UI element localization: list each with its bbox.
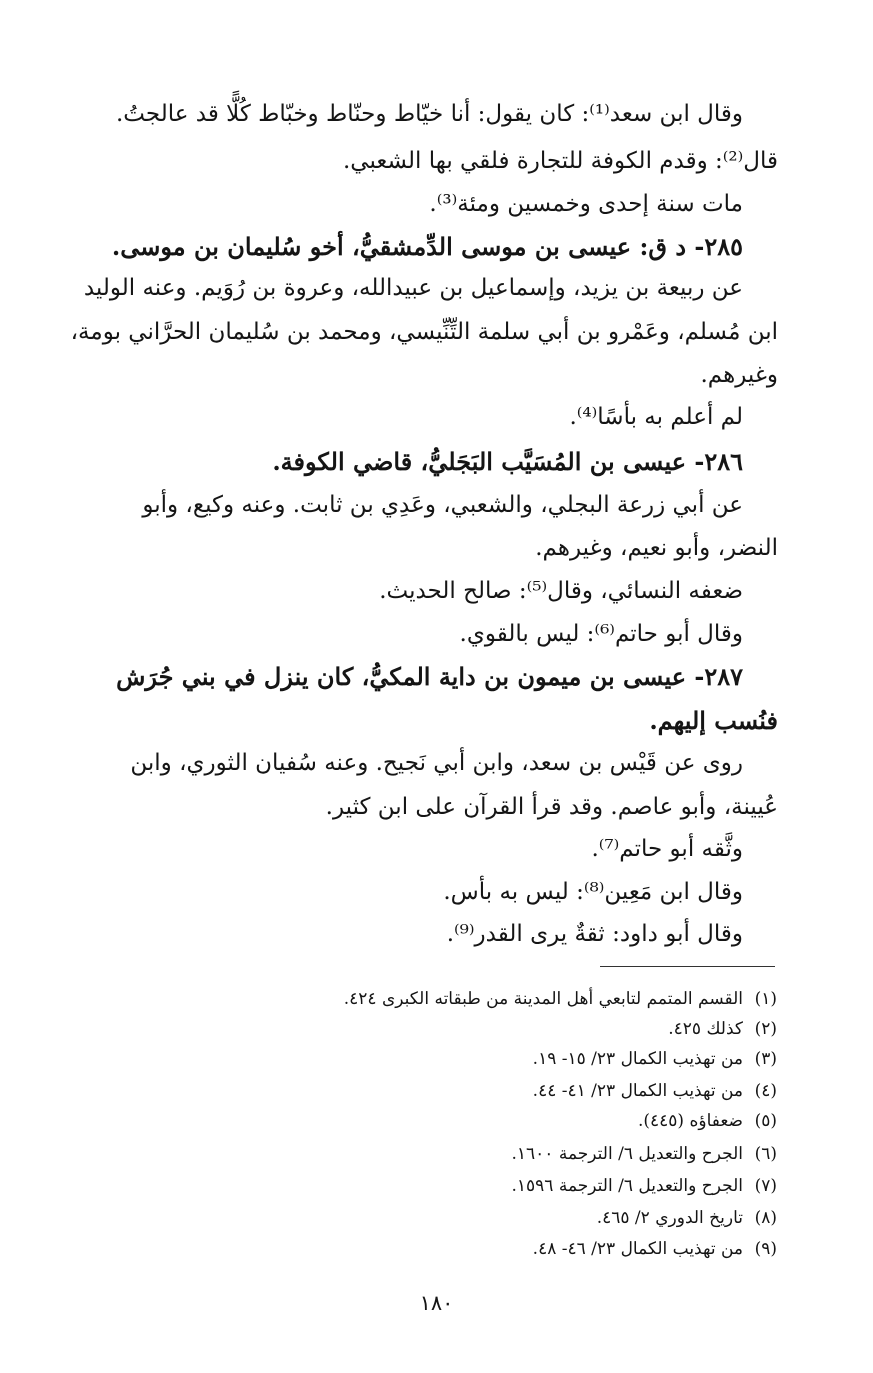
text-line: ضعفه النسائي، وقال⁽⁵⁾: صالح الحديث. — [379, 578, 743, 604]
text-line: عن أبي زرعة البجلي، والشعبي، وعَدِي بن ثابت. وعنه وكيع، وأبو — [142, 492, 743, 518]
footnote-text: تاريخ الدوري ٢/ ٤٦٥. — [596, 1208, 743, 1228]
footnote-number: (٥) — [754, 1111, 777, 1131]
entry-heading-286: ٢٨٦- عيسى بن المُسَيَّب البَجَليُّ، قاضي الكوفة. — [272, 447, 743, 476]
footnote — [533, 1048, 777, 1070]
text-line: قال⁽²⁾: وقدم الكوفة للتجارة فلقي بها الشعبي. — [342, 148, 778, 174]
text-line: وقال ابن سعد⁽¹⁾: كان يقول: أنا خيّاط وحنّاط وخبّاط كُلًّا قد عالجتُ. — [115, 101, 743, 127]
entry-heading-287-cont: فنُسب إليهم. — [649, 706, 778, 735]
text-line: مات سنة إحدى وخمسين ومئة⁽³⁾. — [429, 191, 743, 217]
text-line: روى عن قَيْس بن سعد، وابن أبي نَجيح. وعنه سُفيان الثوري، وابن — [130, 750, 743, 776]
footnote — [512, 1143, 778, 1165]
footnote-number: (٧) — [754, 1176, 777, 1196]
text-line: وغيرهم. — [700, 362, 778, 388]
footnote-text: من تهذيب الكمال ٢٣/ ٤٦- ٤٨. — [532, 1239, 743, 1259]
footnote-number: (٢) — [754, 1019, 777, 1039]
footnote-text: كذلك ٤٢٥. — [668, 1019, 743, 1039]
footnote — [668, 1018, 777, 1040]
text-line: وثَّقه أبو حاتم⁽⁷⁾. — [591, 836, 743, 862]
text-line: وقال أبو داود: ثقةٌ يرى القدر⁽⁹⁾. — [446, 921, 743, 947]
page-number: ١٨٠ — [419, 1291, 454, 1315]
text-line: عُيينة، وأبو عاصم. وقد قرأ القرآن على ابن كثير. — [325, 794, 778, 820]
footnote — [597, 1207, 777, 1229]
text-line: عن ربيعة بن يزيد، وإسماعيل بن عبيدالله، وعروة بن رُوَيم. وعنه الوليد — [83, 275, 743, 301]
entry-heading-287: ٢٨٧- عيسى بن ميمون بن داية المكيُّ، كان ينزل في بني جُرَش — [116, 662, 743, 691]
footnote-number: (٤) — [754, 1081, 777, 1101]
footnote-number: (٣) — [754, 1049, 777, 1069]
footnote-text: الجرح والتعديل ٦/ الترجمة ١٥٩٦. — [511, 1176, 743, 1196]
footnote-text: القسم المتمم لتابعي أهل المدينة من طبقاته الكبرى ٤٢٤. — [343, 989, 743, 1009]
footnote — [344, 988, 777, 1010]
footnote-text: من تهذيب الكمال ٢٣/ ١٥- ١٩. — [532, 1049, 743, 1069]
footnote-text: من تهذيب الكمال ٢٣/ ٤١- ٤٤. — [532, 1081, 743, 1101]
footnote-number: (٨) — [754, 1208, 777, 1228]
footnote — [638, 1110, 777, 1132]
text-line: لم أعلم به بأسًا⁽⁴⁾. — [569, 404, 743, 430]
text-line: وقال ابن مَعِين⁽⁸⁾: ليس به بأس. — [443, 879, 743, 905]
text-line: النضر، وأبو نعيم، وغيرهم. — [535, 535, 778, 561]
footnote-number: (٩) — [754, 1239, 777, 1259]
footnote-separator — [600, 966, 775, 967]
text-line: ابن مُسلم، وعَمْرو بن أبي سلمة التِّنِّيسي، ومحمد بن سُليمان الحرَّاني بومة، — [70, 319, 778, 345]
footnote — [533, 1080, 777, 1102]
footnote-number: (٦) — [754, 1144, 777, 1164]
entry-heading-285: ٢٨٥- د ق: عيسى بن موسى الدِّمشقيُّ، أخو سُليمان بن موسى. — [111, 232, 743, 261]
footnote — [533, 1238, 777, 1260]
footnote-text: الجرح والتعديل ٦/ الترجمة ١٦٠٠. — [511, 1144, 743, 1164]
footnote-number: (١) — [754, 989, 777, 1009]
text-line: وقال أبو حاتم⁽⁶⁾: ليس بالقوي. — [459, 621, 743, 647]
footnote — [512, 1175, 778, 1197]
footnote-text: ضعفاؤه (٤٤٥). — [637, 1111, 743, 1131]
